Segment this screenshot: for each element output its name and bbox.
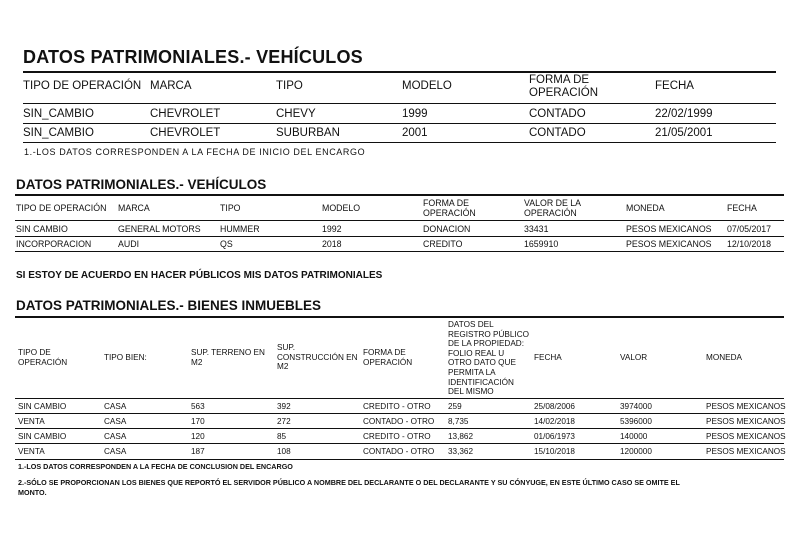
inm-r2-sup-construccion: 272 [277, 417, 291, 426]
inm-r4-sup-construccion: 108 [277, 447, 291, 456]
inm-r1-tipo-operacion: SIN CAMBIO [18, 402, 67, 411]
inm-r1-moneda: PESOS MEXICANOS [706, 402, 786, 411]
v2-r2-valor: 1659910 [524, 239, 559, 249]
inm-row2-rule [15, 428, 784, 429]
inm-r2-tipo-operacion: VENTA [18, 417, 45, 426]
v1-r1-forma: CONTADO [529, 108, 586, 120]
inm-header-valor: VALOR [620, 353, 648, 362]
v1-header-fecha: FECHA [655, 80, 694, 92]
v2-r2-modelo: 2018 [322, 239, 342, 249]
v1-r1-fecha: 22/02/1999 [655, 108, 713, 120]
inm-r3-moneda: PESOS MEXICANOS [706, 432, 786, 441]
v1-header-forma-operacion: FORMA DE OPERACIÓN [529, 74, 599, 99]
v2-header-tipo-operacion: TIPO DE OPERACIÓN [16, 203, 107, 213]
v2-r1-tipo-operacion: SIN CAMBIO [16, 224, 68, 234]
footnote-2-line-1: 2.-SÓLO SE PROPORCIONAN LOS BIENES QUE REPORTÓ EL SERVIDOR PÚBLICO A NOMBRE DEL DECLARANTE O DEL DECLARANTE Y SU CÓNYUGE, EN ESTE ÚLTIMO CASO SE OMITE EL [18, 478, 680, 487]
inmuebles-title: DATOS PATRIMONIALES.- BIENES INMUEBLES [16, 298, 322, 313]
v1-r2-marca: CHEVROLET [150, 127, 221, 139]
v1-r1-tipo: CHEVY [276, 108, 316, 120]
v2-header-modelo: MODELO [322, 203, 361, 213]
inm-header-tipo-operacion: TIPO DE OPERACIÓN [18, 348, 68, 367]
inm-r1-sup-terreno: 563 [191, 402, 205, 411]
inm-header-moneda: MONEDA [706, 353, 742, 362]
v2-r1-modelo: 1992 [322, 224, 342, 234]
inm-header-sup-terreno: SUP. TERRENO EN M2 [191, 348, 265, 367]
inm-bottom-rule [15, 459, 784, 460]
inm-r4-registro: 33,362 [448, 447, 474, 456]
v1-r1-tipo-operacion: SIN_CAMBIO [23, 108, 94, 120]
inm-r4-moneda: PESOS MEXICANOS [706, 447, 786, 456]
inm-r1-valor: 3974000 [620, 402, 652, 411]
vehiculos-1-top-rule [23, 71, 776, 73]
v2-r2-tipo-operacion: INCORPORACION [16, 239, 92, 249]
inm-r1-registro: 259 [448, 402, 462, 411]
v1-header-tipo: TIPO [276, 80, 303, 92]
inmuebles-top-rule [15, 316, 784, 318]
v2-header-fecha: FECHA [727, 203, 757, 213]
v1-r2-tipo-operacion: SIN_CAMBIO [23, 127, 94, 139]
inm-r2-registro: 8,735 [448, 417, 469, 426]
v2-r2-marca: AUDI [118, 239, 140, 249]
vehiculos-1-title: DATOS PATRIMONIALES.- VEHÍCULOS [23, 47, 363, 67]
v2-header-rule [15, 220, 784, 221]
inm-r4-valor: 1200000 [620, 447, 652, 456]
v1-row1-rule [23, 123, 776, 124]
v2-r1-moneda: PESOS MEXICANOS [626, 224, 712, 234]
inm-r1-fecha: 25/08/2006 [534, 402, 575, 411]
vehiculos-2-top-rule [15, 194, 784, 196]
v2-header-tipo: TIPO [220, 203, 241, 213]
inm-r1-forma: CREDITO - OTRO [363, 402, 431, 411]
v2-header-valor-operacion: VALOR DE LA OPERACIÓN [524, 198, 582, 218]
inm-r3-sup-terreno: 120 [191, 432, 205, 441]
inm-r1-tipo-bien: CASA [104, 402, 127, 411]
v1-header-rule [23, 103, 776, 104]
v1-bottom-rule [23, 142, 776, 143]
v2-r1-marca: GENERAL MOTORS [118, 224, 201, 234]
v1-r2-modelo: 2001 [402, 127, 428, 139]
inm-r4-sup-terreno: 187 [191, 447, 205, 456]
inm-header-tipo-bien: TIPO BIEN: [104, 353, 147, 362]
v2-r1-forma: DONACION [423, 224, 471, 234]
v1-header-marca: MARCA [150, 80, 192, 92]
inm-header-fecha: FECHA [534, 353, 562, 362]
inm-r3-registro: 13,862 [448, 432, 474, 441]
vehiculos-2-title: DATOS PATRIMONIALES.- VEHÍCULOS [16, 177, 267, 192]
v2-r2-tipo: QS [220, 239, 233, 249]
inm-r3-tipo-operacion: SIN CAMBIO [18, 432, 67, 441]
inm-row1-rule [15, 413, 784, 414]
v2-r2-moneda: PESOS MEXICANOS [626, 239, 712, 249]
inm-r2-valor: 5396000 [620, 417, 652, 426]
v1-header-tipo-operacion: TIPO DE OPERACIÓN [23, 80, 142, 92]
v1-r1-modelo: 1999 [402, 108, 428, 120]
inm-header-registro-publico: DATOS DEL REGISTRO PÚBLICO DE LA PROPIEDAD: FOLIO REAL U OTRO DATO QUE PERMITA LA IDENTIFICACIÓN DEL MISMO [448, 320, 529, 397]
inm-r4-tipo-operacion: VENTA [18, 447, 45, 456]
v2-header-marca: MARCA [118, 203, 150, 213]
inm-r4-tipo-bien: CASA [104, 447, 127, 456]
inm-r4-fecha: 15/10/2018 [534, 447, 575, 456]
v1-r2-fecha: 21/05/2001 [655, 127, 713, 139]
consent-notice: SI ESTOY DE ACUERDO EN HACER PÚBLICOS MIS DATOS PATRIMONIALES [16, 270, 383, 281]
inm-r2-forma: CONTADO - OTRO [363, 417, 435, 426]
inm-r3-valor: 140000 [620, 432, 648, 441]
v2-r1-fecha: 07/05/2017 [727, 224, 772, 234]
v1-cut-off-note [24, 146, 386, 157]
inm-header-forma-operacion: FORMA DE OPERACIÓN [363, 348, 413, 367]
v2-row1-rule [15, 236, 784, 237]
v1-header-modelo: MODELO [402, 80, 452, 92]
footnote-2-line-2: MONTO. [18, 488, 47, 497]
inm-r1-sup-construccion: 392 [277, 402, 291, 411]
v2-r1-tipo: HUMMER [220, 224, 260, 234]
v1-r2-tipo: SUBURBAN [276, 127, 340, 139]
inm-r3-tipo-bien: CASA [104, 432, 127, 441]
inm-header-rule [15, 398, 784, 399]
v1-r1-marca: CHEVROLET [150, 108, 221, 120]
inm-row3-rule [15, 443, 784, 444]
v2-header-forma-operacion: FORMA DE OPERACIÓN [423, 198, 476, 218]
v2-header-moneda: MONEDA [626, 203, 665, 213]
v2-bottom-rule [15, 251, 784, 252]
v2-r1-valor: 33431 [524, 224, 549, 234]
v1-cut-off-note-text: 1.-LOS DATOS CORRESPONDEN A LA FECHA DE INICIO DEL ENCARGO [24, 147, 366, 157]
inm-r2-moneda: PESOS MEXICANOS [706, 417, 786, 426]
footnote-1: 1.-LOS DATOS CORRESPONDEN A LA FECHA DE CONCLUSION DEL ENCARGO [18, 462, 293, 471]
inm-r3-sup-construccion: 85 [277, 432, 287, 441]
inm-r2-tipo-bien: CASA [104, 417, 127, 426]
v2-r2-fecha: 12/10/2018 [727, 239, 772, 249]
v2-r2-forma: CREDITO [423, 239, 463, 249]
inm-r2-fecha: 14/02/2018 [534, 417, 575, 426]
inm-r3-fecha: 01/06/1973 [534, 432, 575, 441]
inm-header-sup-construccion: SUP. CONSTRUCCIÓN EN M2 [277, 343, 358, 372]
inm-r2-sup-terreno: 170 [191, 417, 205, 426]
inm-r3-forma: CREDITO - OTRO [363, 432, 431, 441]
v1-r2-forma: CONTADO [529, 127, 586, 139]
inm-r4-forma: CONTADO - OTRO [363, 447, 435, 456]
